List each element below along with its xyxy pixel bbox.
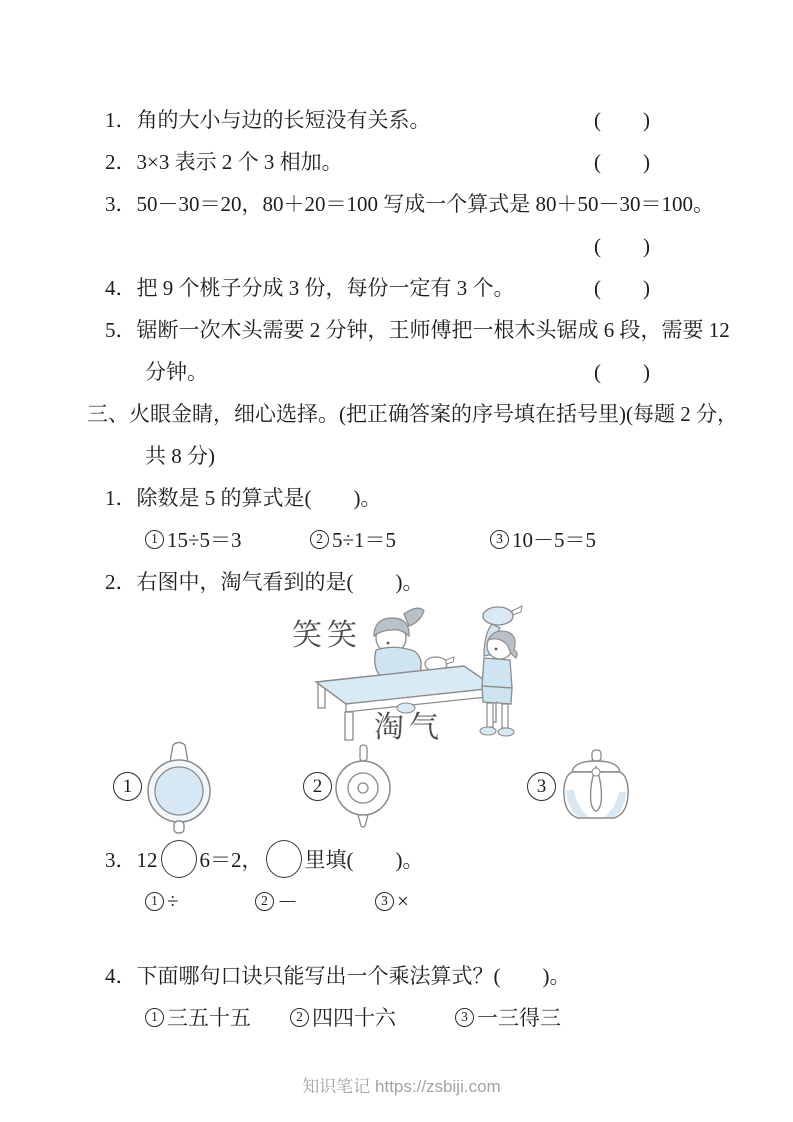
judge-item-text xyxy=(105,314,730,344)
option-2 xyxy=(290,1002,455,1032)
taoqi-xiaoxiao-illustration xyxy=(288,602,530,742)
circled-number-icon: 3 xyxy=(375,892,394,911)
judge-item-3-bracket-line xyxy=(105,224,698,266)
choice-q2-options xyxy=(105,744,698,832)
site-watermark: 知识笔记 https://zsbiji.com xyxy=(302,1077,501,1096)
option-label: 四四十六 xyxy=(312,1006,396,1030)
option-label: 三五十五 xyxy=(167,1006,251,1030)
choice-q4 xyxy=(105,954,698,996)
judge-item-1 xyxy=(105,98,698,140)
answer-bracket: ( ) xyxy=(594,276,650,300)
choice-q4-options xyxy=(105,996,698,1038)
item-statement: 50－30＝20，80＋20＝100 写成一个算式是 80＋50－30＝100。 xyxy=(136,192,714,216)
question-part: 12 xyxy=(136,848,158,872)
item-number: 4． xyxy=(105,276,137,300)
item-statement: 3×3 表示 2 个 3 相加。 xyxy=(136,150,343,174)
option-3 xyxy=(527,738,639,834)
teapot-top-view-icon xyxy=(329,738,397,834)
item-number: 4． xyxy=(105,964,137,988)
circled-number-icon: 3 xyxy=(455,1008,474,1027)
option-2 xyxy=(303,738,397,834)
option-3 xyxy=(490,524,596,554)
item-number: 5． xyxy=(105,318,137,342)
option-3 xyxy=(375,889,409,914)
circled-number-icon: 3 xyxy=(490,530,509,549)
item-number: 1． xyxy=(105,108,137,132)
circled-number-icon: 2 xyxy=(303,772,332,801)
item-number: 1． xyxy=(105,486,137,510)
blank-circle xyxy=(266,840,302,878)
choice-q3 xyxy=(105,838,698,880)
teapot-front-view-icon xyxy=(553,740,639,832)
judge-item-text xyxy=(105,146,343,176)
answer-bracket: ( ) xyxy=(594,234,650,258)
choice-q1-options xyxy=(105,518,698,560)
circled-number-icon: 2 xyxy=(310,530,329,549)
question-part: 6＝2， xyxy=(199,848,263,872)
option-3 xyxy=(455,1002,561,1032)
section-title: 三、火眼金睛，细心选择。(把正确答案的序号填在括号里)(每题 2 分， xyxy=(87,402,738,426)
option-label: － xyxy=(277,890,298,914)
item-statement: 角的大小与边的长短没有关系。 xyxy=(136,108,431,132)
question-part: 里填( )。 xyxy=(304,848,424,872)
circled-number-icon: 3 xyxy=(527,772,556,801)
item-statement: 锯断一次木头需要 2 分钟，王师傅把一根木头锯成 6 段，需要 12 xyxy=(136,318,730,342)
section-three-header xyxy=(87,392,738,434)
question-statement: 下面哪句口诀只能写出一个乘法算式？( )。 xyxy=(136,964,571,988)
blank-circle xyxy=(161,840,197,878)
option-2 xyxy=(310,524,490,554)
circled-number-icon: 2 xyxy=(290,1008,309,1027)
circled-number-icon: 1 xyxy=(113,772,142,801)
circled-number-icon: 2 xyxy=(255,892,274,911)
teapot-bottom-view-icon xyxy=(139,738,219,834)
item-number: 3． xyxy=(105,848,137,872)
option-label: × xyxy=(397,888,409,913)
item-statement-continued: 分钟。 xyxy=(145,360,208,384)
section-title-continued: 共 8 分) xyxy=(145,444,215,468)
judge-item-text xyxy=(105,188,714,218)
circled-number-icon: 1 xyxy=(145,530,164,549)
question-text xyxy=(105,482,382,512)
judge-item-5 xyxy=(105,308,730,350)
option-1 xyxy=(145,889,255,914)
label-taoqi: 淘气 xyxy=(374,711,444,744)
judge-item-3 xyxy=(105,182,714,224)
option-1 xyxy=(113,738,219,834)
choice-q1 xyxy=(105,476,698,518)
option-label: 15÷5＝3 xyxy=(167,528,242,552)
judge-item-5-line2 xyxy=(105,350,698,392)
question-text xyxy=(105,960,571,990)
circled-number-icon: 1 xyxy=(145,1008,164,1027)
question-statement: 右图中，淘气看到的是( )。 xyxy=(136,570,424,594)
option-1 xyxy=(145,1002,290,1032)
option-label: 10－5＝5 xyxy=(512,528,596,552)
question-text xyxy=(105,566,424,596)
section-three-header-line2 xyxy=(105,434,698,476)
option-1 xyxy=(145,524,310,554)
option-label: ÷ xyxy=(167,888,179,913)
label-xiaoxiao: 笑笑 xyxy=(292,619,362,652)
judge-item-text xyxy=(105,104,431,134)
question-statement: 除数是 5 的算式是( )。 xyxy=(136,486,382,510)
answer-bracket: ( ) xyxy=(594,360,650,384)
circled-number-icon: 1 xyxy=(145,892,164,911)
question-text xyxy=(105,840,424,878)
item-number: 3． xyxy=(105,192,137,216)
option-2 xyxy=(255,886,375,916)
answer-bracket: ( ) xyxy=(594,108,650,132)
item-number: 2． xyxy=(105,150,137,174)
judge-item-text xyxy=(105,272,515,302)
answer-bracket: ( ) xyxy=(594,150,650,174)
choice-q2 xyxy=(105,560,698,602)
judge-item-2 xyxy=(105,140,698,182)
option-label: 一三得三 xyxy=(477,1006,561,1030)
item-statement: 把 9 个桃子分成 3 份，每份一定有 3 个。 xyxy=(136,276,515,300)
option-label: 5÷1＝5 xyxy=(332,528,397,552)
item-number: 2． xyxy=(105,570,137,594)
choice-q3-options xyxy=(105,880,698,922)
judge-item-4 xyxy=(105,266,698,308)
